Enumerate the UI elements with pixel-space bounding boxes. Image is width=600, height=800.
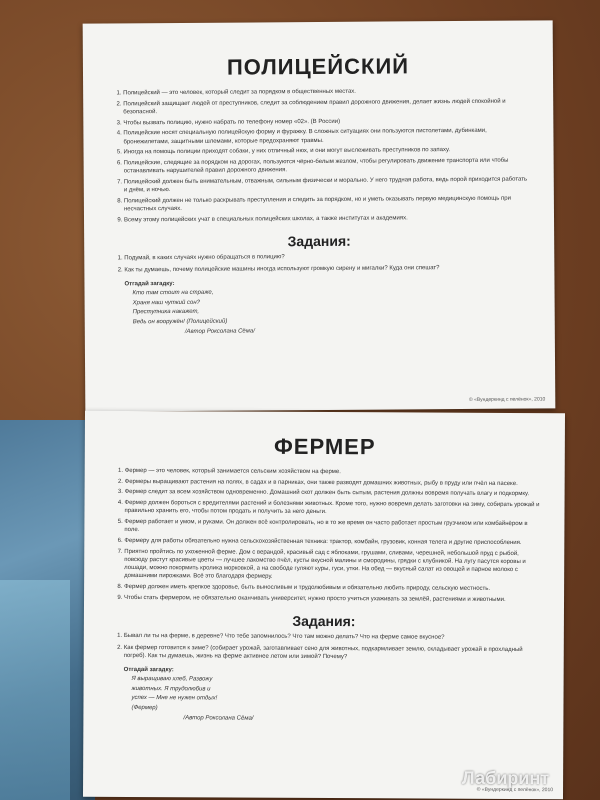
- list-item: 9. Чтобы стать фермером, не обязательно оканчивать университет, нужно просто учиться ухаживать за землёй, растениями и животными.: [124, 594, 542, 604]
- poem-line: Храня наш чуткий сон?: [132, 299, 201, 307]
- list-item: 1. Фермер — это человек, который занимается сельским хозяйством на ферме.: [125, 467, 543, 477]
- poem-line: животных. Я трудолюбив и: [131, 685, 211, 693]
- list-item: 2. Как ты думаешь, почему полицейские машины иногда используют громкую сирену и мигалки? Куда они спешат?: [124, 263, 532, 274]
- list-item: 6. Фермеру для работы обязательно нужна сельскохозяйственная техника: трактор, комбайн, грузовик, конная телега и другие приспособления.: [124, 537, 542, 547]
- fact-list: [84, 467, 565, 604]
- card-farmer: [83, 411, 565, 800]
- poem-line: Я выращиваю хлеб, Развожу: [131, 676, 213, 683]
- poem-line: Ведь он вооружён! (Полицейский): [132, 318, 228, 326]
- list-item: 2. Как фермер готовится к зиме? (собирает урожай, заготавливает сено для животных, подкармливает землю, складывает урожай в прохладный погреб). Как ты думаешь, жизнь на ферме активнее летом или зимой? Почему?: [124, 644, 542, 662]
- riddle-label: Отгадай загадку:: [124, 280, 175, 288]
- poem-line: Преступника накажет,: [132, 309, 200, 316]
- list-item: 1. Полицейский — это человек, который следит за порядком в общественных местах.: [123, 87, 531, 98]
- riddle: [123, 666, 563, 725]
- poem-line: Кто там стоит на страже,: [132, 290, 214, 297]
- list-item: 9. Всему этому полицейских учат в специальных полицейских школах, а также институтах и академиях.: [124, 213, 532, 224]
- riddle-poem: [131, 675, 563, 714]
- list-item: 5. Иногда на помощь полиции приходят собаки, у них отличный нюх, и они могут выслеживать преступников по запаху.: [124, 146, 532, 157]
- list-item: 4. Полицейские носят специальную полицейскую форму и фуражку. В сложных ситуациях они пользуются пистолетами, дубинками, бронежилетами, защитными шлемами, которые предохраняют травмы.: [123, 127, 531, 146]
- card-title: ПОЛИЦЕЙСКИЙ: [226, 53, 410, 80]
- tasks-title: Задания:: [287, 232, 351, 250]
- blue-object-highlight: [0, 580, 70, 800]
- fact-list: [83, 86, 554, 224]
- list-item: 1. Бывал ли ты на ферме, в деревне? Что тебе запомнилось? Что там можно делать? Что на ферме самое вкусное?: [124, 632, 542, 642]
- list-item: 7. Полицейский должен быть внимательным, отважным, сильным физически и морально. У него трудная работа, ведь порой приходится работать и днём, и ночью.: [124, 175, 532, 194]
- list-item: 2. Фермеры выращивают растения на полях, в садах и в парниках, они также разводят домашних животных, рыбу в пруду или пчёл на пасеке.: [125, 478, 543, 488]
- card-policeman: [83, 20, 556, 411]
- poem-line: (Фермер): [131, 704, 158, 711]
- list-item: 8. Полицейский должен не только раскрывать преступления и следить за порядком, но и уметь оказывать первую медицинскую помощь при несчастных случаях.: [124, 194, 532, 213]
- riddle-author: /Автор Роксолана Сёма/: [184, 328, 255, 336]
- tasks-title: Задания:: [292, 612, 356, 630]
- list-item: 1. Подумай, в каких случаях нужно обращаться в полицию?: [124, 251, 532, 262]
- task-list: [84, 251, 554, 274]
- list-item: 3. Чтобы вызвать полицию, нужно набрать по телефону номер «02». (В России): [123, 116, 531, 127]
- list-item: 3. Фермер следит за всем хозяйством одновременно. Домашний скот должен быть сытым, растения должны вовремя получать влагу и подкормку.: [125, 488, 543, 498]
- watermark-logo: Лабиринт: [462, 767, 550, 789]
- riddle-author: /Автор Роксолана Сёма/: [183, 715, 254, 722]
- poem-line: успех — Мне не нужен отдых!: [131, 695, 218, 702]
- copyright: © «Вундеркинд с пелёнок», 2010: [476, 786, 554, 794]
- card-title: ФЕРМЕР: [273, 433, 376, 460]
- list-item: 4. Фермер должен бороться с вредителями растений и болезнями животных. Кроме того, нужно вовремя делать заготовки на зиму, собирать урожай и правильно хранить его, чтобы потом продать и получить за него деньги.: [124, 499, 542, 518]
- list-item: 7. Приятно пройтись по ухоженной ферме. Дом с верандой, красивый сад с яблоками, грушами, сливами, черешней, небольшой пруд с рыбой, повсюду растут красивые цветы — лучшее лакомство пчёл, кусты вкусной малины и смородины, грядки с клубникой. На лугу пасутся коровы и лошади, можно покормить кролика морковкой, а на свободе гуляют куры, гуси, утки. На обед — вкусный салат из овощей и парное молоко с домашними пирожками. Всё это благодаря фермеру.: [124, 548, 542, 583]
- list-item: 8. Фермер должен иметь крепкое здоровье, быть выносливым и трудолюбивым и обязательно любить природу, сельскую местность.: [124, 583, 542, 593]
- list-item: 5. Фермер работает и умом, и руками. Он должен всё контролировать, но в то же время он часто работает простым грузчиком или комбайнёром в поле.: [124, 518, 542, 537]
- riddle: [124, 277, 554, 337]
- list-item: 2. Полицейский защищает людей от преступников, следит за соблюдением правил дорожного движения, делает жизнь людей спокойной и безопасной.: [123, 97, 531, 116]
- riddle-poem: [133, 287, 555, 327]
- copyright: © «Вундеркинд с пелёнок», 2010: [469, 396, 546, 403]
- riddle-label: Отгадай загадку:: [123, 666, 174, 674]
- list-item: 6. Полицейские, следящие за порядком на дорогах, пользуются чёрно-белым жезлом, чтобы регулировать движение транспорта или чтобы останавливать нарушителей правил дорожного движения.: [124, 156, 532, 175]
- task-list: [84, 632, 564, 663]
